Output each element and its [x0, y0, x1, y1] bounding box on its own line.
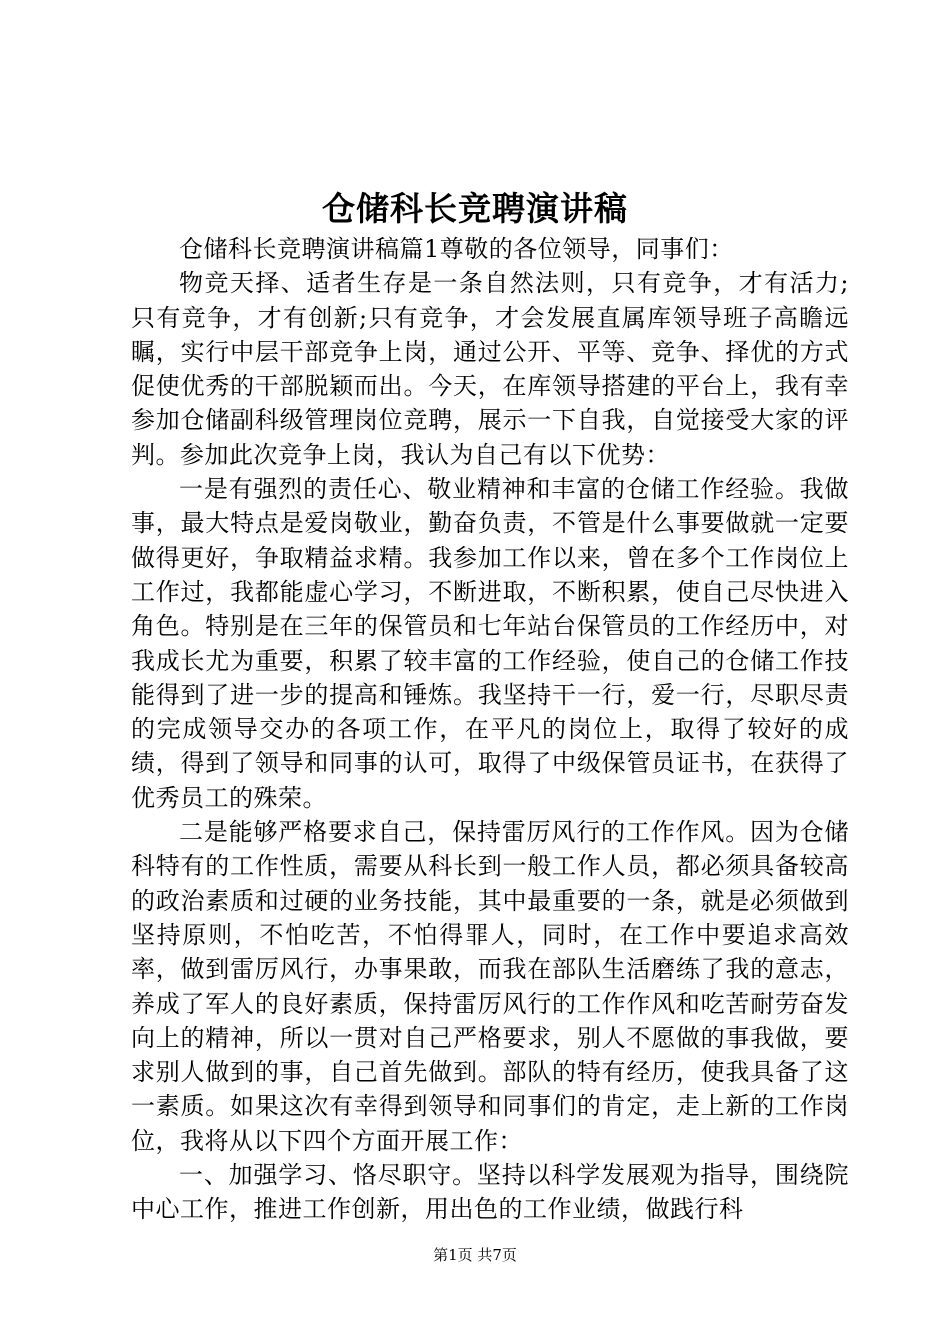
- document-title: 仓储科长竞聘演讲稿: [322, 189, 628, 228]
- paragraph-intro: 仓储科长竞聘演讲稿篇1尊敬的各位领导，同事们：: [179, 235, 734, 263]
- paragraph-advantage-two: 二是能够严格要求自己，保持雷厉风行的工作作风。因为仓储科特有的工作性质，需要从科长到一般工作人员，都必须具备较高的政治素质和过硬的业务技能，其中最重要的一条，就是必须做到坚持原则，不怕吃苦，不怕得罪人，同时，在工作中要追求高效率，做到雷厉风行，办事果敢，而我在部队生活磨练了我的意志，养成了军人的良好素质，保持雷厉风行的工作作风和吃苦耐劳奋发向上的精神，所以一贯对自己严格要求，别人不愿做的事我做，要求别人做到的事，自己首先做到。部队的特有经历，使我具备了这一素质。如果这次有幸得到领导和同事们的肯定，走上新的工作岗位，我将从以下四个方面开展工作：: [131, 818, 849, 1155]
- page-footer: 第1页 共7页: [433, 1246, 517, 1264]
- paragraph-plan-one: 一、加强学习、恪尽职守。坚持以科学发展观为指导，围绕院中心工作，推进工作创新，用出色的工作业绩，做践行科: [131, 1161, 849, 1224]
- paragraph-competition: 物竞天择、适者生存是一条自然法则，只有竞争，才有活力;只有竞争，才有创新;只有竞争，才会发展直属库领导班子高瞻远瞩，实行中层干部竞争上岗，通过公开、平等、竞争、择优的方式促使优秀的干部脱颖而出。今天，在库领导搭建的平台上，我有幸参加仓储副科级管理岗位竞聘，展示一下自我，自觉接受大家的评判。参加此次竞争上岗，我认为自己有以下优势：: [131, 269, 849, 469]
- document-body: [131, 232, 849, 1227]
- paragraph-advantage-one: 一是有强烈的责任心、敬业精神和丰富的仓储工作经验。我做事，最大特点是爱岗敬业，勤奋负责，不管是什么事要做就一定要做得更好，争取精益求精。我参加工作以来，曾在多个工作岗位上工作过，我都能虚心学习，不断进取，不断积累，使自己尽快进入角色。特别是在三年的保管员和七年站台保管员的工作经历中，对我成长尤为重要，积累了较丰富的工作经验，使自己的仓储工作技能得到了进一步的提高和锤炼。我坚持干一行，爱一行，尽职尽责的完成领导交办的各项工作，在平凡的岗位上，取得了较好的成绩，得到了领导和同事的认可，取得了中级保管员证书，在获得了优秀员工的殊荣。: [131, 475, 849, 812]
